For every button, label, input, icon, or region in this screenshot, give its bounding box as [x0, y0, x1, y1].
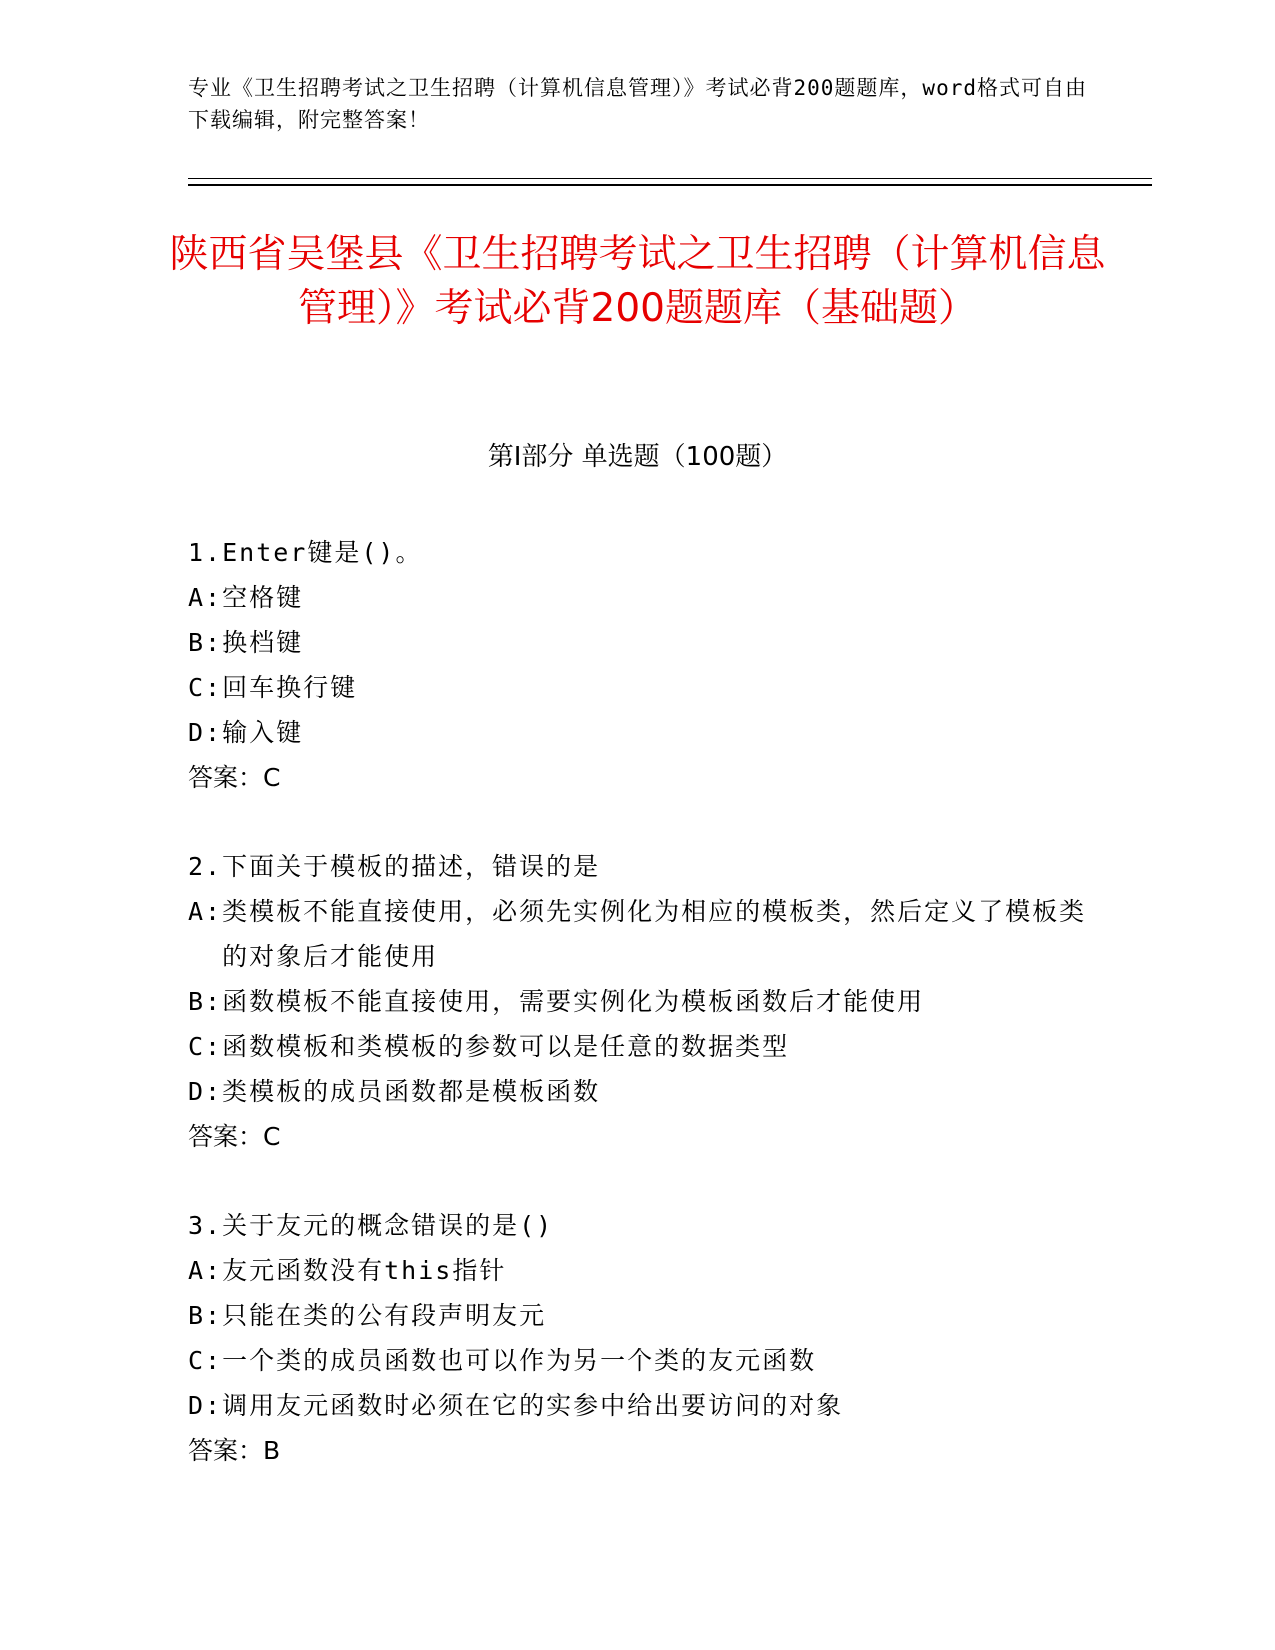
option-label: A:	[188, 583, 223, 612]
option-b	[188, 979, 1088, 1024]
option-label: A:	[188, 1256, 223, 1285]
option-label: C:	[188, 1032, 223, 1061]
option-label: C:	[188, 1346, 223, 1375]
document-title: 陕西省吴堡县《卫生招聘考试之卫生招聘（计算机信息管理）》考试必背200题题库（基础题）	[169, 232, 1106, 331]
answer: 答案：C	[188, 763, 281, 792]
option-label: B:	[188, 987, 223, 1016]
header-note: 专业《卫生招聘考试之卫生招聘（计算机信息管理）》考试必背200题题库，word格式可自由下载编辑，附完整答案！	[188, 76, 1087, 132]
option-b	[188, 620, 1088, 665]
option-text: 类模板不能直接使用，必须先实例化为相应的模板类，然后定义了模板类的对象后才能使用	[222, 897, 1087, 971]
option-text: 函数模板和类模板的参数可以是任意的数据类型	[222, 1032, 790, 1061]
option-label: C:	[188, 673, 223, 702]
option-c	[188, 1338, 1088, 1383]
option-c	[188, 1024, 1088, 1069]
option-label: D:	[188, 1077, 223, 1106]
question-3	[188, 1203, 1088, 1473]
option-a	[188, 889, 1088, 979]
option-d	[188, 1383, 1088, 1428]
question-stem: 3.关于友元的概念错误的是()	[188, 1211, 554, 1240]
header-divider-thin	[188, 178, 1152, 179]
question-1	[188, 530, 1088, 800]
option-text: 回车换行键	[222, 673, 358, 702]
question-stem: 2.下面关于模板的描述，错误的是	[188, 852, 601, 881]
option-text: 友元函数没有this指针	[222, 1256, 507, 1285]
option-text: 只能在类的公有段声明友元	[222, 1301, 547, 1330]
option-text: 类模板的成员函数都是模板函数	[222, 1077, 601, 1106]
section-title: 第Ⅰ部分 单选题（100题）	[487, 442, 788, 472]
option-text: 空格键	[222, 583, 304, 612]
option-label: A:	[188, 897, 223, 926]
option-a	[188, 1248, 1088, 1293]
option-label: B:	[188, 628, 223, 657]
option-text: 输入键	[222, 718, 304, 747]
question-stem: 1.Enter键是()。	[188, 538, 423, 567]
option-c	[188, 665, 1088, 710]
option-d	[188, 710, 1088, 755]
question-2	[188, 844, 1088, 1159]
option-d	[188, 1069, 1088, 1114]
question-list	[188, 530, 1088, 1517]
option-label: D:	[188, 718, 223, 747]
option-text: 换档键	[222, 628, 304, 657]
option-text: 函数模板不能直接使用，需要实例化为模板函数后才能使用	[222, 987, 925, 1016]
option-text: 调用友元函数时必须在它的实参中给出要访问的对象	[222, 1391, 844, 1420]
option-label: D:	[188, 1391, 223, 1420]
option-a	[188, 575, 1088, 620]
answer: 答案：B	[188, 1436, 281, 1465]
option-text: 一个类的成员函数也可以作为另一个类的友元函数	[222, 1346, 817, 1375]
header-divider-thick	[188, 184, 1152, 186]
option-label: B:	[188, 1301, 223, 1330]
option-b	[188, 1293, 1088, 1338]
answer: 答案：C	[188, 1122, 281, 1151]
